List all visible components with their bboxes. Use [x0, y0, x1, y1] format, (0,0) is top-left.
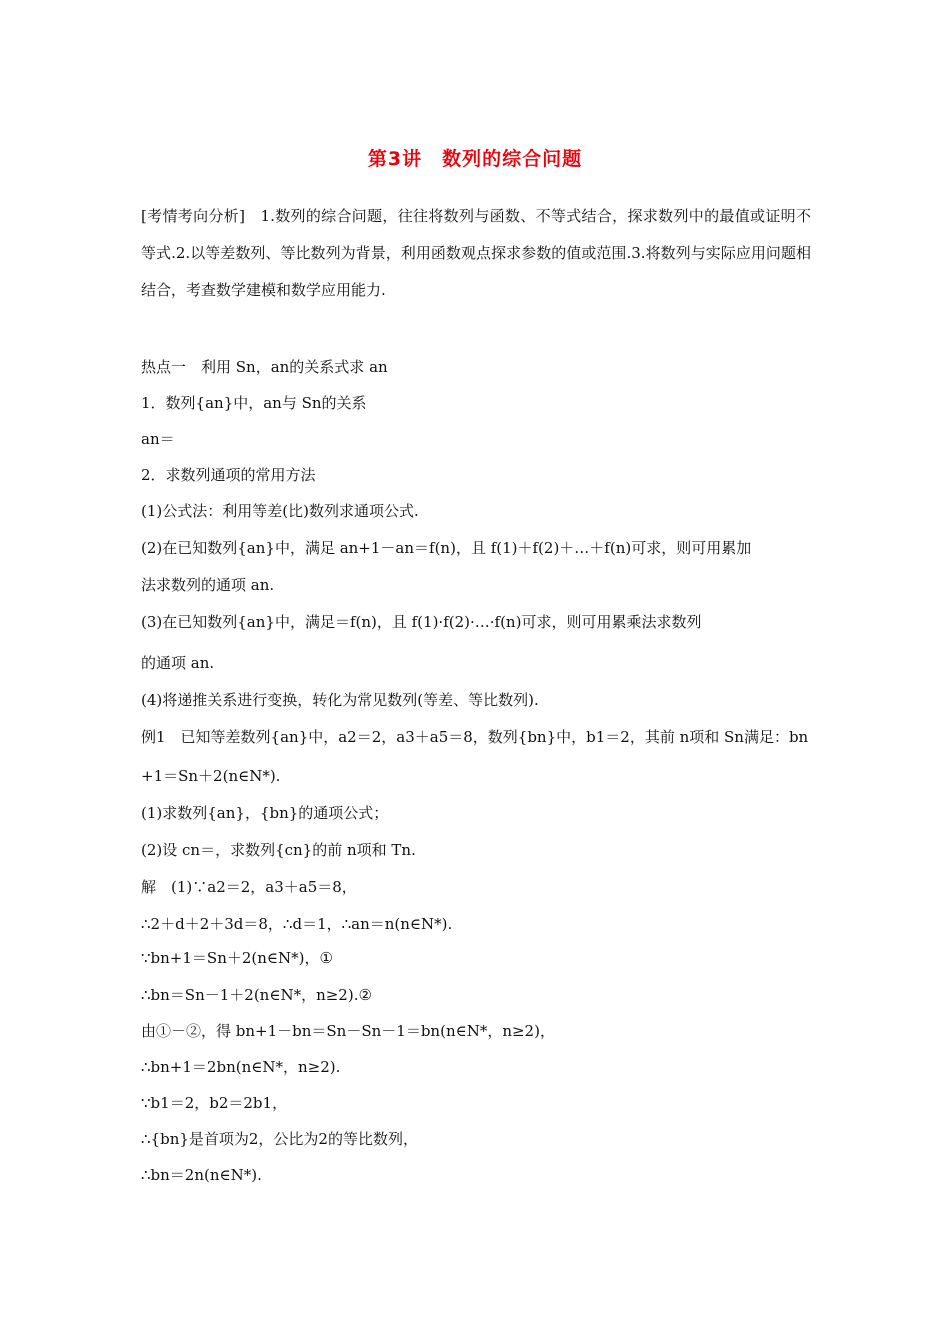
line-example-1a: 例1 已知等差数列{an}中，a2＝2，a3＋a5＝8，数列{bn}中，b1＝2，其前 n项和 Sn满足：bn — [141, 728, 809, 746]
line-solution-7: ∵b1＝2，b2＝2b1， — [141, 1094, 288, 1112]
line-an-formula: an＝ — [141, 430, 175, 448]
line-method-2a: (2)在已知数列{an}中，满足 an+1－an＝f(n)，且 f(1)＋f(2)＋…＋f(n)可求，则可用累加 — [141, 539, 752, 557]
line-question-1: (1)求数列{an}，{bn}的通项公式； — [141, 804, 389, 822]
line-solution-2: ∴2＋d＋2＋3d＝8，∴d＝1，∴an＝n(n∈N*). — [141, 915, 453, 933]
line-methods-heading: 2．求数列通项的常用方法 — [141, 466, 316, 484]
line-hotspot-heading: 热点一 利用 Sn，an的关系式求 an — [141, 358, 388, 376]
line-solution-6: ∴bn+1＝2bn(n∈N*，n≥2). — [141, 1058, 341, 1076]
line-method-3a: (3)在已知数列{an}中，满足＝f(n)，且 f(1)·f(2)·…·f(n)可求，则可用累乘法求数列 — [141, 613, 702, 631]
line-solution-3: ∵bn+1＝Sn＋2(n∈N*)，① — [141, 949, 333, 967]
line-example-1b: +1＝Sn＋2(n∈N*). — [141, 767, 281, 785]
line-solution-1: 解 (1)∵a2＝2，a3＋a5＝8， — [141, 878, 357, 896]
line-solution-5: 由①－②，得 bn+1－bn＝Sn－Sn－1＝bn(n∈N*，n≥2)， — [141, 1022, 555, 1040]
line-question-2: (2)设 cn＝，求数列{cn}的前 n项和 Tn. — [141, 841, 416, 859]
line-method-4: (4)将递推关系进行变换，转化为常见数列(等差、等比数列). — [141, 691, 539, 709]
line-method-2b: 法求数列的通项 an. — [141, 576, 275, 594]
page-title: 第3讲 数列的综合问题 — [367, 148, 583, 170]
line-solution-4: ∴bn＝Sn－1＋2(n∈N*，n≥2).② — [141, 986, 372, 1004]
line-solution-9: ∴bn＝2n(n∈N*). — [141, 1166, 262, 1184]
line-relation-heading: 1．数列{an}中，an与 Sn的关系 — [141, 394, 367, 412]
intro-paragraph: [考情考向分析] 1.数列的综合问题，往往将数列与函数、不等式结合，探求数列中的最值或证明不等式.2.以等差数列、等比数列为背景，利用函数观点探求参数的值或范围.3.将数列与实际应用问题相结合，考查数学建模和数学应用能力. — [141, 207, 811, 299]
line-solution-8: ∴{bn}是首项为2，公比为2的等比数列， — [141, 1130, 418, 1148]
line-method-3b: 的通项 an. — [141, 654, 215, 672]
line-method-1: (1)公式法：利用等差(比)数列求通项公式. — [141, 502, 419, 520]
